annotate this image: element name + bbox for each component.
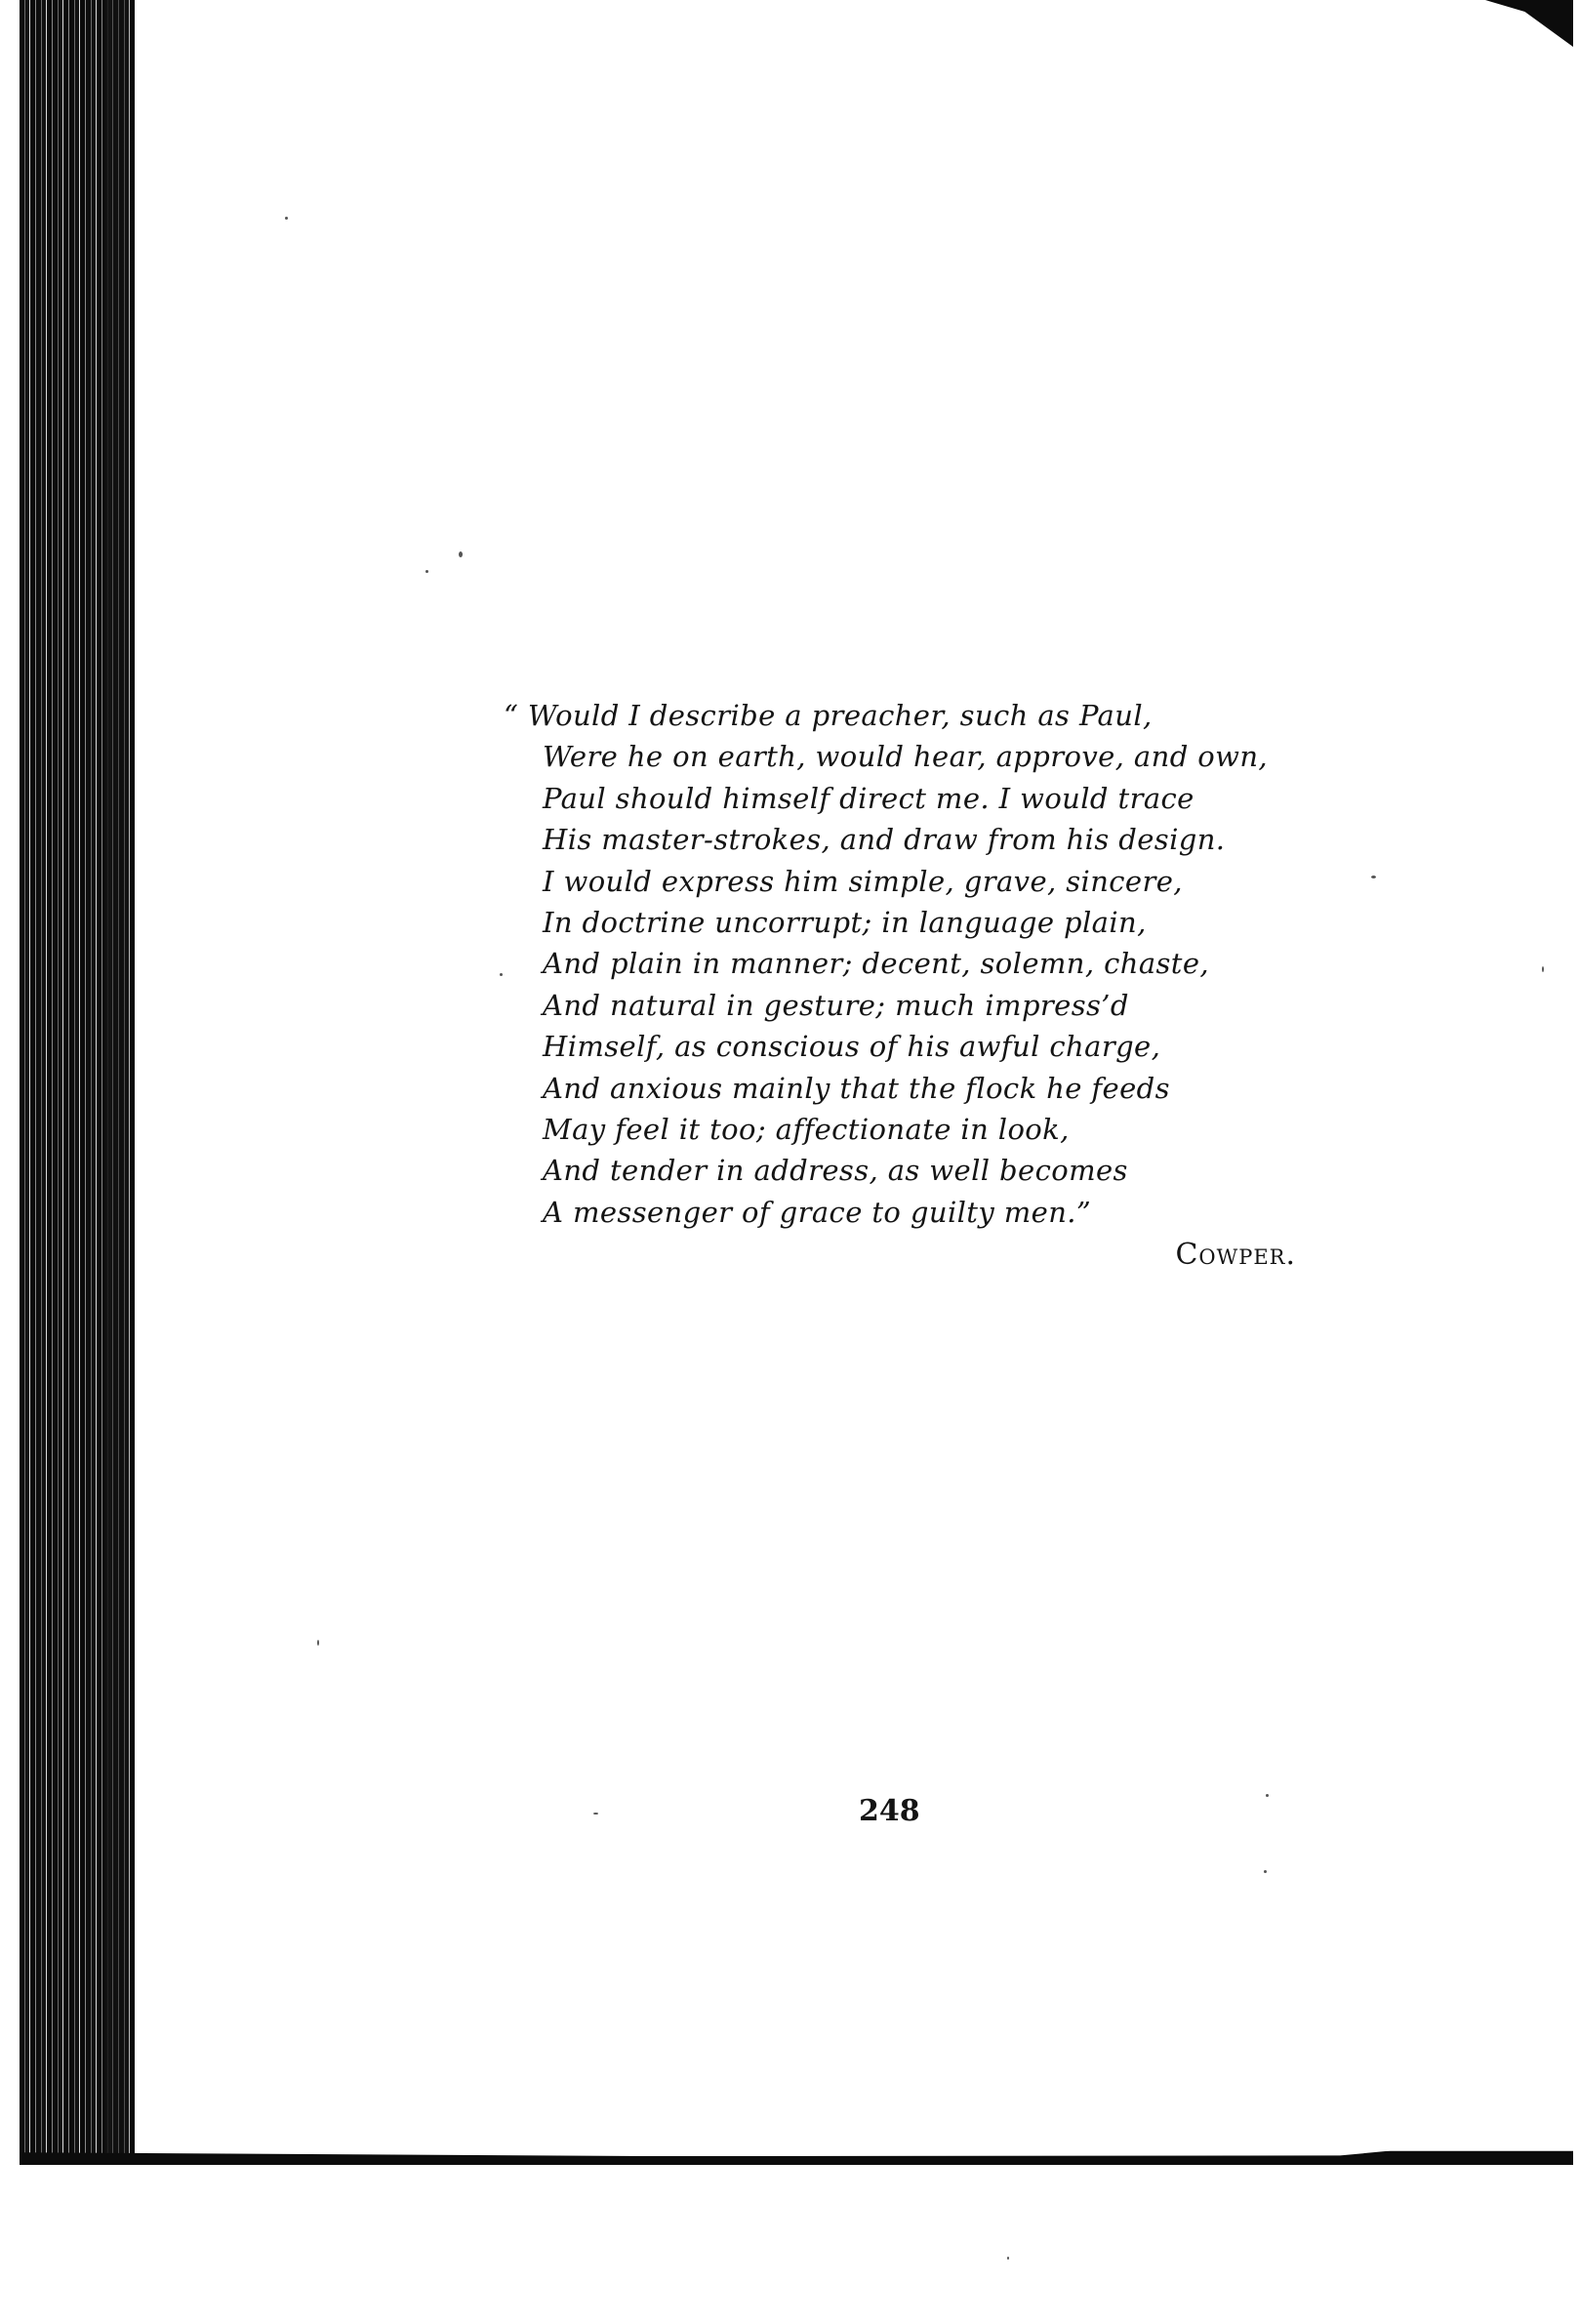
- poem-line: “ Would I describe a preacher, such as Paul,: [504, 699, 1153, 732]
- scan-speck: [1542, 966, 1544, 972]
- scan-speck: [500, 973, 503, 976]
- poem-line: And natural in gesture; much impress’d: [543, 988, 1129, 1022]
- poem-line: Himself, as conscious of his awful charge,: [543, 1030, 1161, 1064]
- scan-speck: [317, 1640, 319, 1646]
- poem-line: May feel it too; affectionate in look,: [543, 1112, 1070, 1146]
- poem-line: And anxious mainly that the flock he feeds: [543, 1071, 1170, 1105]
- page-number: 248: [859, 1794, 920, 1828]
- scan-speck: [1264, 1870, 1267, 1873]
- page-bottom-edge: [20, 2134, 1573, 2165]
- scan-speck: [425, 570, 428, 573]
- poem-line: A messenger of grace to guilty men.”: [543, 1195, 1092, 1229]
- scan-speck: [1266, 1794, 1269, 1797]
- binding-shadow: [105, 0, 135, 2162]
- poem-line: And plain in manner; decent, solemn, chaste,: [543, 947, 1210, 981]
- corner-mark: [1485, 0, 1573, 47]
- poem-line: In doctrine uncorrupt; in language plain,: [543, 905, 1147, 939]
- scan-speck: [285, 217, 288, 220]
- poem-line: His master-strokes, and draw from his design.: [543, 823, 1226, 857]
- poem-line: And tender in address, as well becomes: [543, 1154, 1128, 1188]
- poem-line: I would express him simple, grave, sincere,: [543, 864, 1183, 898]
- scan-speck: [593, 1813, 598, 1814]
- poem-line: Paul should himself direct me. I would trace: [543, 781, 1194, 815]
- scan-speck: [1007, 2257, 1009, 2260]
- poem-line: Were he on earth, would hear, approve, and own,: [543, 740, 1269, 774]
- scan-speck: [459, 551, 463, 557]
- poem-author: Cowper.: [1175, 1238, 1296, 1272]
- poem-stanza: [504, 695, 1382, 1233]
